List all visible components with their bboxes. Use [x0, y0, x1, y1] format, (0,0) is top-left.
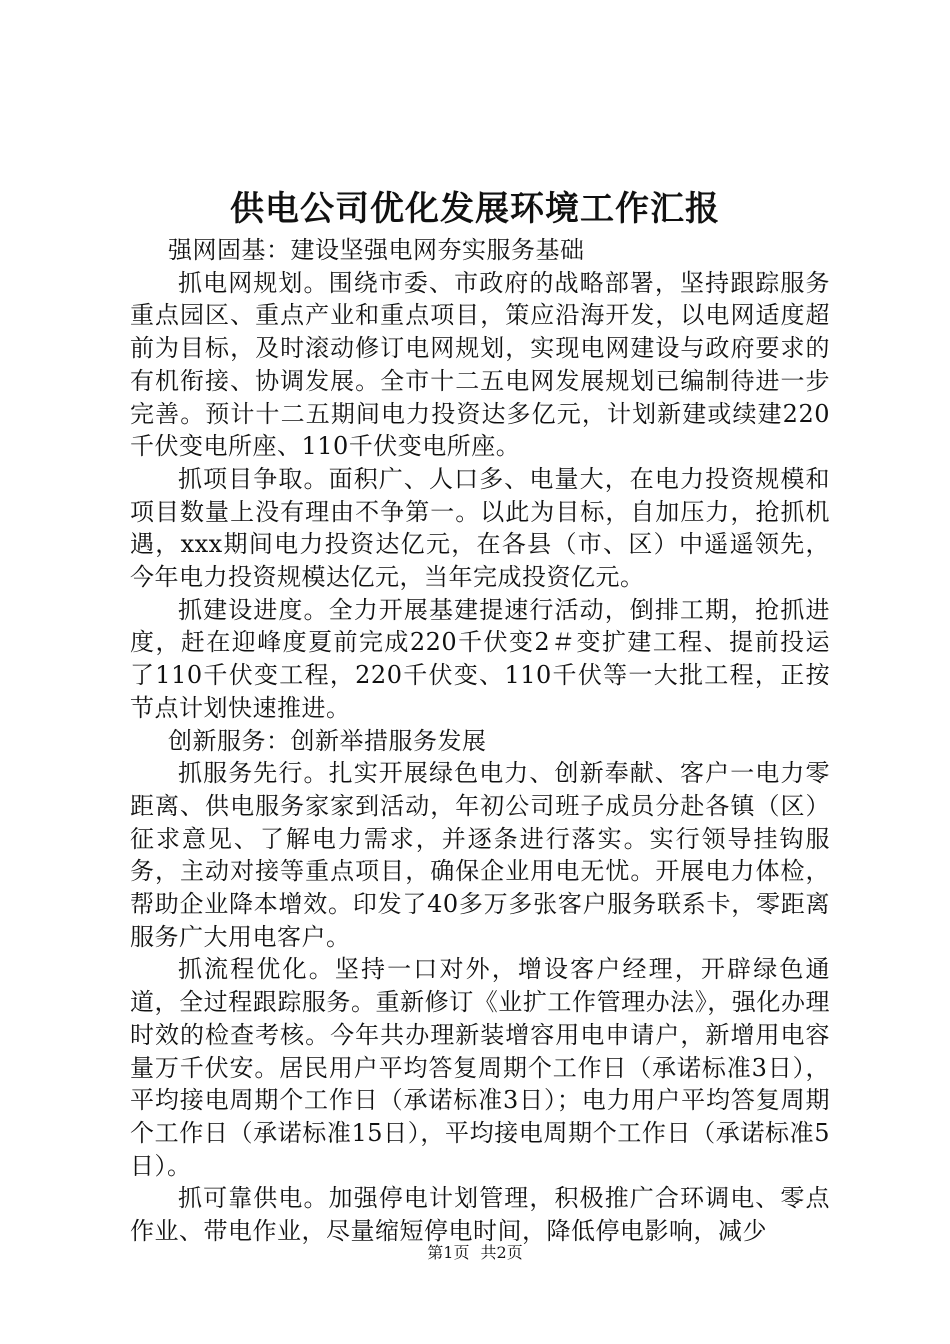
- paragraph: 抓建设进度。全力开展基建提速行活动，倒排工期，抢抓进度，赶在迎峰度夏前完成220千伏变2＃变扩建工程、提前投运了110千伏变工程，220千伏变、110千伏等一大批工程，正按节点计划快速推进。: [130, 595, 830, 722]
- document-title: 供电公司优化发展环境工作汇报: [230, 189, 720, 229]
- paragraph: 抓项目争取。面积广、人口多、电量大，在电力投资规模和项目数量上没有理由不争第一。以此为目标，自加压力，抢抓机遇，xxx期间电力投资达亿元，在各县（市、区）中遥遥领先，今年电力投资规模达亿元，当年完成投资亿元。: [130, 464, 830, 592]
- page-footer: [0, 1242, 950, 1264]
- paragraph: 抓可靠供电。加强停电计划管理，积极推广合环调电、零点作业、带电作业，尽量缩短停电时间，降低停电影响，减少: [130, 1184, 830, 1246]
- section-heading: 强网固基：建设坚强电网夯实服务基础: [168, 236, 585, 264]
- page-total: 共2页: [480, 1243, 523, 1262]
- page-number: 第1页: [427, 1243, 470, 1262]
- paragraph: 抓服务先行。扎实开展绿色电力、创新奉献、客户一电力零距离、供电服务家家到活动，年初公司班子成员分赴各镇（区）征求意见、了解电力需求，并逐条进行落实。实行领导挂钩服务，主动对接等重点项目，确保企业用电无忧。开展电力体检，帮助企业降本增效。印发了40多万多张客户服务联系卡，零距离服务广大用电客户。: [130, 759, 830, 951]
- paragraph: 抓电网规划。围绕市委、市政府的战略部署，坚持跟踪服务重点园区、重点产业和重点项目，策应沿海开发，以电网适度超前为目标，及时滚动修订电网规划，实现电网建设与政府要求的有机衔接、协调发展。全市十二五电网发展规划已编制待进一步完善。预计十二五期间电力投资达多亿元，计划新建或续建220千伏变电所座、110千伏变电所座。: [130, 268, 830, 461]
- document-body: [130, 234, 830, 1248]
- paragraph: 抓流程优化。坚持一口对外，增设客户经理，开辟绿色通道，全过程跟踪服务。重新修订《业扩工作管理办法》，强化办理时效的检查考核。今年共办理新装增容用电申请户，新增用电容量万千伏安。居民用户平均答复周期个工作日（承诺标准3日），平均接电周期个工作日（承诺标准3日）；电力用户平均答复周期个工作日（承诺标准15日），平均接电周期个工作日（承诺标准5日）。: [130, 955, 830, 1180]
- section-heading: 创新服务：创新举措服务发展: [168, 726, 487, 755]
